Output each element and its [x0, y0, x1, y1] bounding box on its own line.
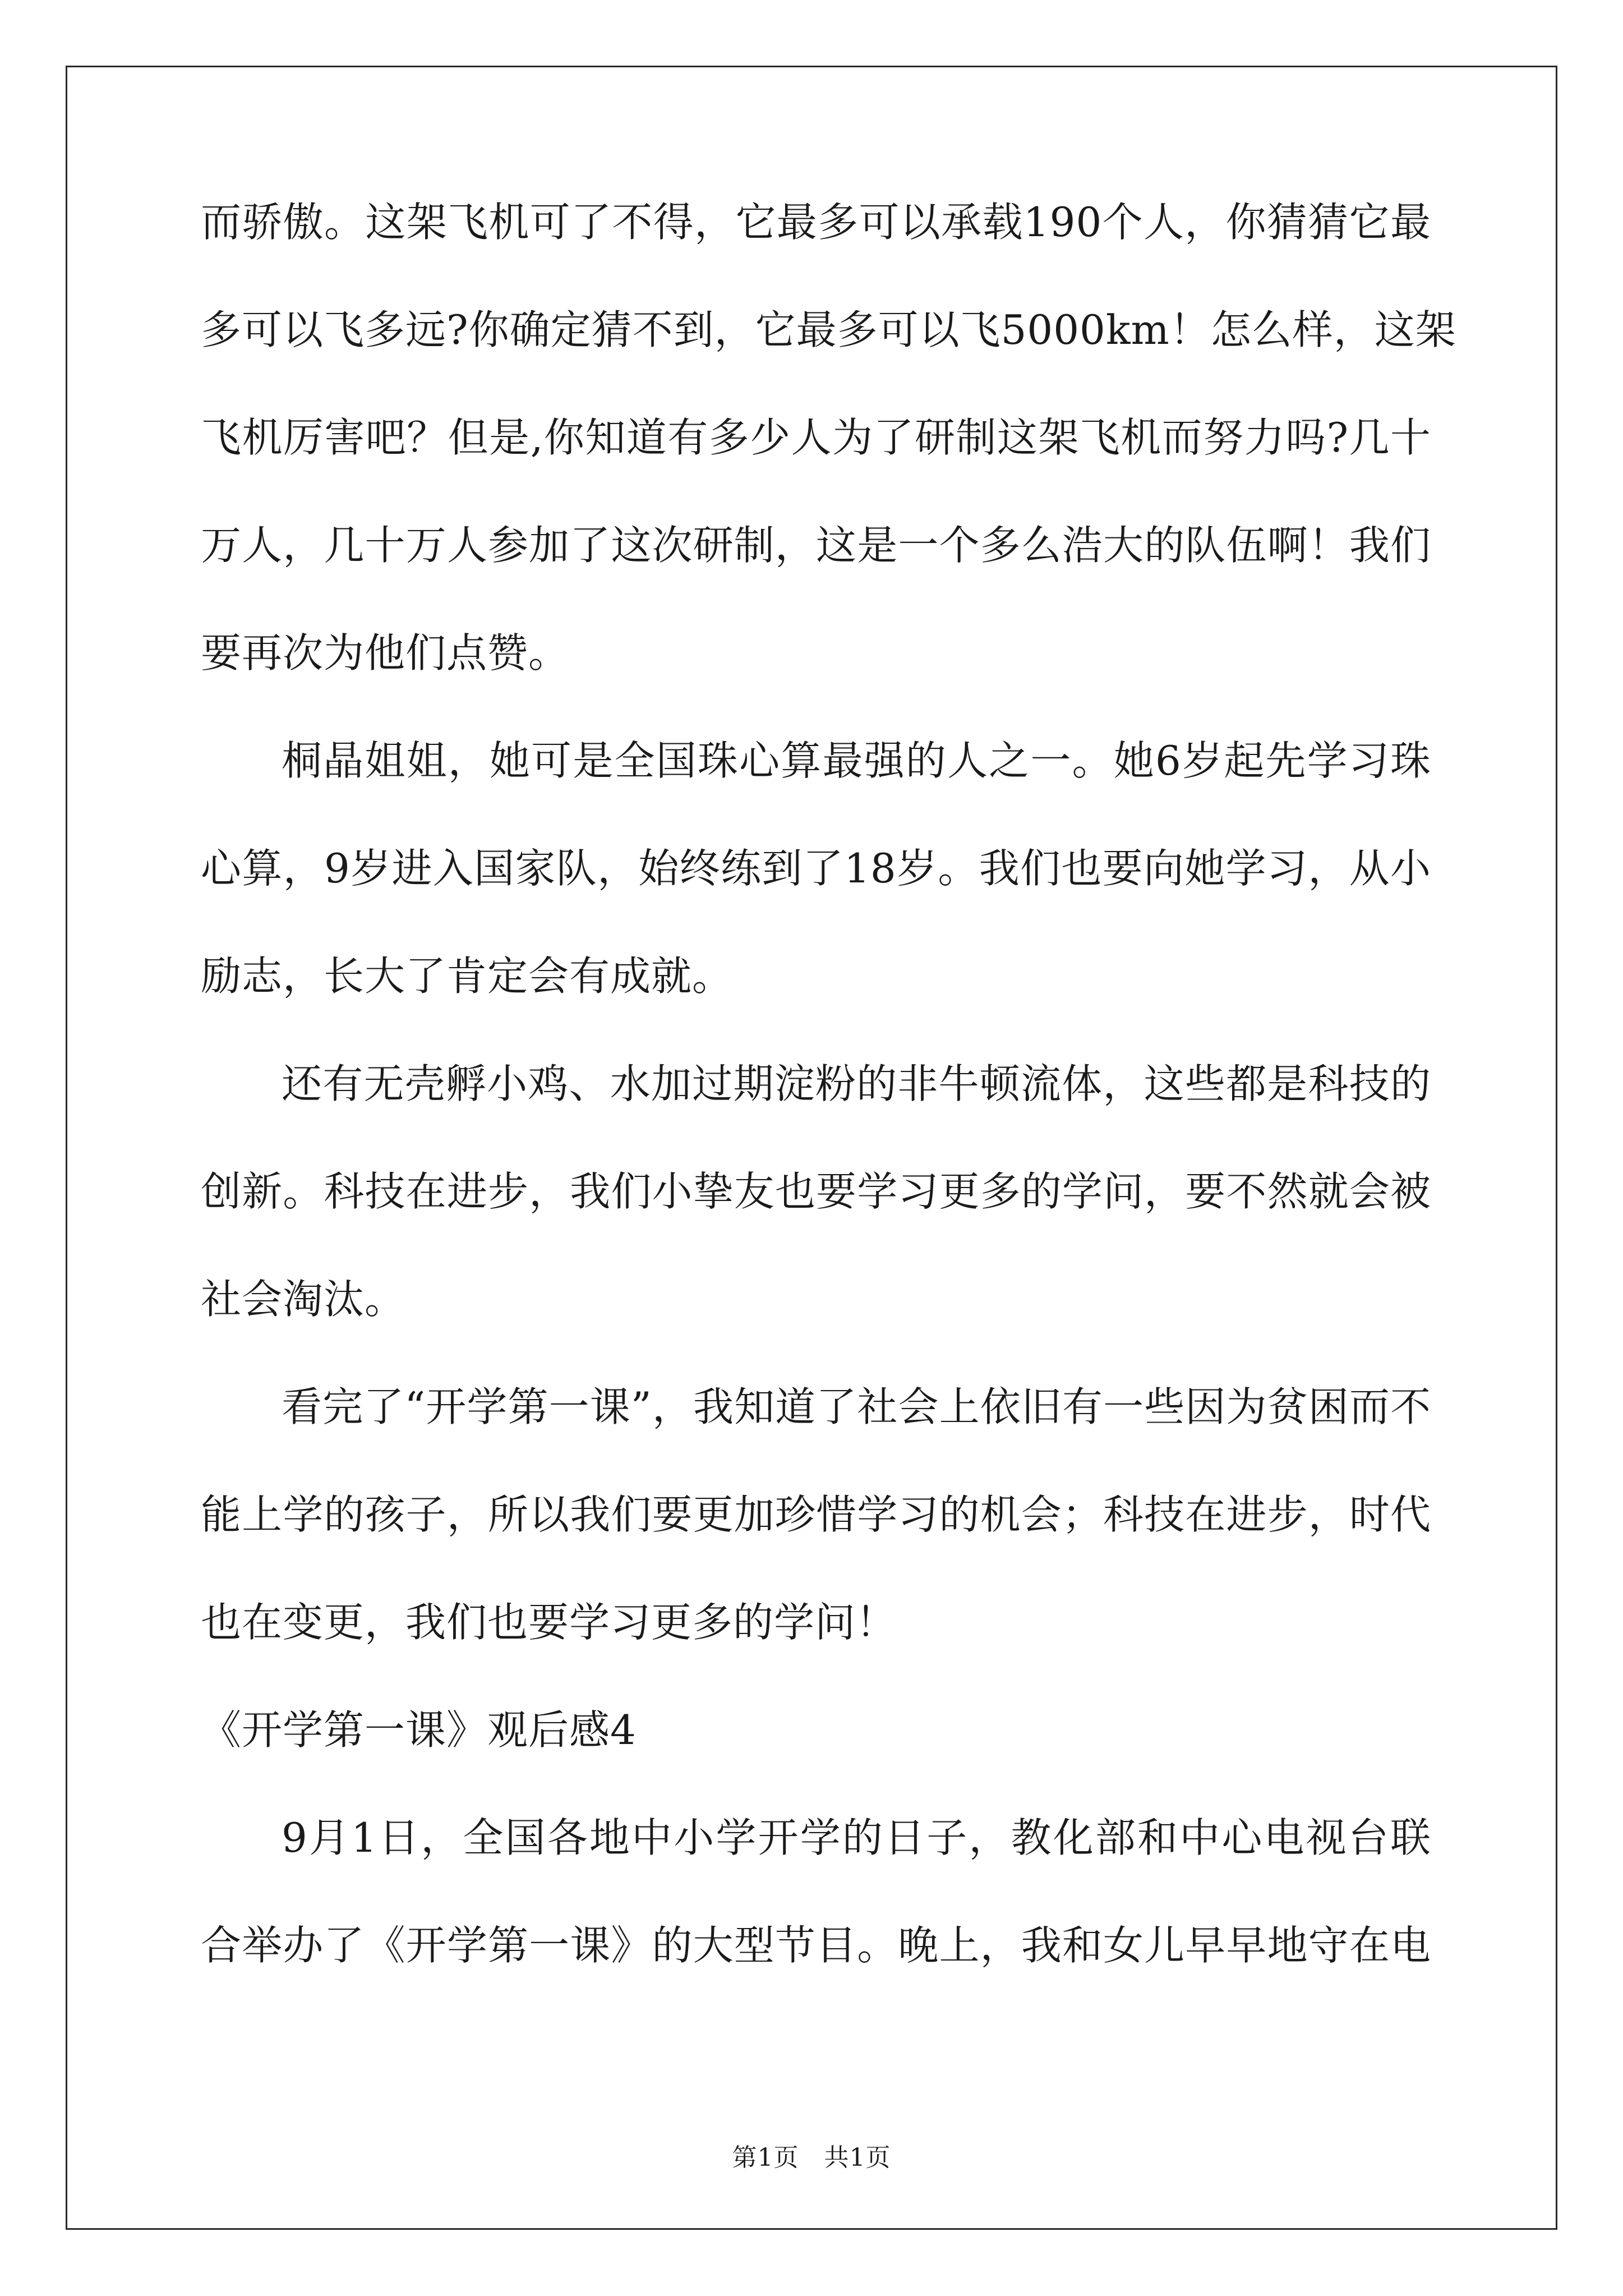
text-line: 9月1日，全国各地中小学开学的日子，教化部和中心电视台联 [282, 1814, 1431, 1861]
text-line: 能上学的孩子，所以我们要更加珍惜学习的机会；科技在进步，时代 [201, 1491, 1431, 1538]
text-line: 桐晶姐姐，她可是全国珠心算最强的人之一。她6岁起先学习珠 [282, 737, 1431, 784]
text-line: 合举办了《开学第一课》的大型节目。晚上，我和女儿早早地守在电 [201, 1922, 1431, 1969]
text-line: 也在变更，我们也要学习更多的学问！ [201, 1599, 897, 1646]
section-heading: 《开学第一课》观后感4 [201, 1706, 637, 1754]
text-line: 看完了“开学第一课”，我知道了社会上依旧有一些因为贫困而不 [282, 1383, 1431, 1430]
text-line: 要再次为他们点赞。 [201, 629, 570, 677]
text-line: 还有无壳孵小鸡、水加过期淀粉的非牛顿流体，这些都是科技的 [282, 1060, 1431, 1107]
text-line: 创新。科技在进步，我们小挚友也要学习更多的学问，要不然就会被 [201, 1168, 1431, 1215]
text-line: 万人，几十万人参加了这次研制，这是一个多么浩大的队伍啊！我们 [201, 522, 1431, 569]
text-line: 励志，长大了肯定会有成就。 [201, 953, 734, 1000]
text-line: 多可以飞多远?你确定猜不到，它最多可以飞5000km！怎么样，这架 [201, 306, 1456, 353]
page-footer: 第1页 共1页 [732, 2143, 891, 2172]
text-line: 心算，9岁进入国家队，始终练到了18岁。我们也要向她学习，从小 [201, 845, 1431, 892]
text-line: 社会淘汰。 [201, 1276, 406, 1323]
text-line: 而骄傲。这架飞机可了不得，它最多可以承载190个人，你猜猜它最 [201, 199, 1431, 246]
document-body [201, 199, 1456, 2033]
text-line: 飞机厉害吧？但是,你知道有多少人为了研制这架飞机而努力吗?几十 [201, 414, 1431, 461]
